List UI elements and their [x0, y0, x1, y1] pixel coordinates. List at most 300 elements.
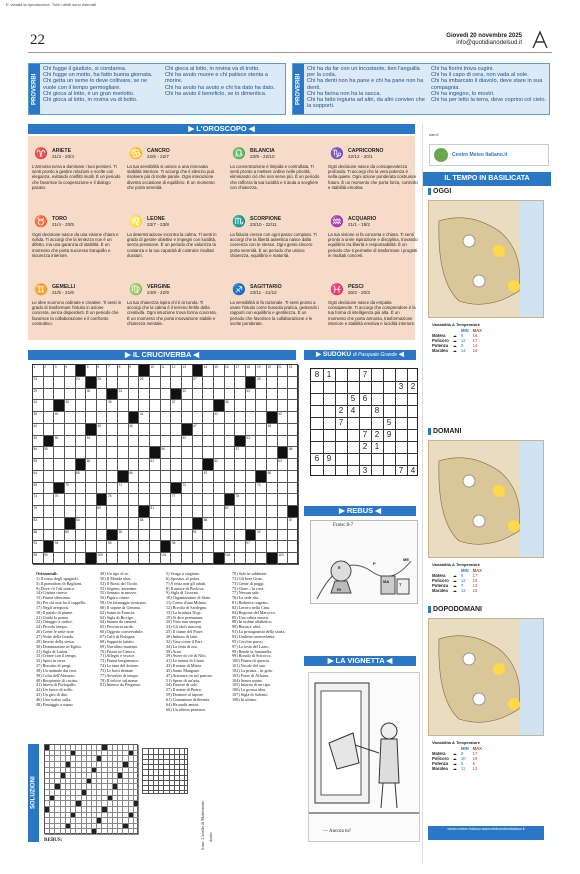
- crossword-cell[interactable]: [107, 447, 118, 459]
- crossword-cell[interactable]: [54, 459, 65, 471]
- crossword-cell[interactable]: [97, 471, 108, 483]
- crossword-cell[interactable]: [65, 530, 76, 542]
- sudoku-grid[interactable]: [310, 368, 418, 476]
- crossword-cell[interactable]: [161, 400, 172, 412]
- crossword-cell[interactable]: [246, 518, 257, 530]
- crossword-cell[interactable]: [203, 424, 214, 436]
- crossword-cell[interactable]: [76, 412, 87, 424]
- crossword-cell[interactable]: [288, 494, 299, 506]
- crossword-cell[interactable]: [214, 506, 225, 518]
- crossword-cell[interactable]: [86, 447, 97, 459]
- crossword-cell[interactable]: [139, 412, 150, 424]
- crossword-cell[interactable]: [171, 471, 182, 483]
- crossword-cell[interactable]: [139, 424, 150, 436]
- crossword-cell[interactable]: [129, 506, 140, 518]
- crossword-cell[interactable]: [288, 436, 299, 448]
- crossword-cell[interactable]: [54, 447, 65, 459]
- crossword-cell[interactable]: [129, 365, 140, 377]
- crossword-cell[interactable]: [193, 412, 204, 424]
- crossword-cell[interactable]: [129, 553, 140, 565]
- crossword-cell[interactable]: [182, 377, 193, 389]
- crossword-grid[interactable]: [32, 364, 298, 564]
- crossword-cell[interactable]: [33, 424, 44, 436]
- crossword-cell[interactable]: [225, 506, 236, 518]
- crossword-cell[interactable]: [214, 459, 225, 471]
- crossword-cell[interactable]: [203, 436, 214, 448]
- crossword-cell[interactable]: [97, 412, 108, 424]
- crossword-cell[interactable]: [54, 412, 65, 424]
- crossword-cell[interactable]: [54, 471, 65, 483]
- crossword-cell[interactable]: [129, 483, 140, 495]
- crossword-cell[interactable]: [65, 436, 76, 448]
- crossword-cell[interactable]: [76, 400, 87, 412]
- crossword-cell[interactable]: [139, 400, 150, 412]
- crossword-cell[interactable]: [256, 553, 267, 565]
- crossword-cell[interactable]: [225, 459, 236, 471]
- crossword-cell[interactable]: [161, 530, 172, 542]
- crossword-cell[interactable]: [267, 436, 278, 448]
- crossword-cell[interactable]: [225, 541, 236, 553]
- crossword-cell[interactable]: [267, 459, 278, 471]
- crossword-cell[interactable]: [150, 483, 161, 495]
- crossword-cell[interactable]: [214, 365, 225, 377]
- crossword-cell[interactable]: [182, 436, 193, 448]
- crossword-cell[interactable]: [86, 459, 97, 471]
- crossword-cell[interactable]: [33, 400, 44, 412]
- crossword-cell[interactable]: [65, 471, 76, 483]
- crossword-cell[interactable]: [118, 506, 129, 518]
- crossword-cell[interactable]: [54, 553, 65, 565]
- crossword-cell[interactable]: [150, 494, 161, 506]
- crossword-cell[interactable]: [139, 494, 150, 506]
- crossword-cell[interactable]: [171, 530, 182, 542]
- crossword-cell[interactable]: [107, 377, 118, 389]
- crossword-cell[interactable]: [203, 530, 214, 542]
- crossword-cell[interactable]: [203, 447, 214, 459]
- crossword-cell[interactable]: [118, 447, 129, 459]
- crossword-cell[interactable]: [76, 389, 87, 401]
- crossword-cell[interactable]: [44, 424, 55, 436]
- crossword-cell[interactable]: [161, 471, 172, 483]
- crossword-cell[interactable]: [256, 483, 267, 495]
- crossword-cell[interactable]: [235, 494, 246, 506]
- crossword-cell[interactable]: [182, 553, 193, 565]
- crossword-cell[interactable]: [44, 400, 55, 412]
- crossword-cell[interactable]: [235, 447, 246, 459]
- crossword-cell[interactable]: [225, 389, 236, 401]
- crossword-cell[interactable]: [193, 541, 204, 553]
- crossword-cell[interactable]: [129, 459, 140, 471]
- crossword-cell[interactable]: [76, 506, 87, 518]
- crossword-cell[interactable]: [118, 483, 129, 495]
- crossword-cell[interactable]: [161, 483, 172, 495]
- crossword-cell[interactable]: [267, 424, 278, 436]
- crossword-cell[interactable]: [118, 553, 129, 565]
- crossword-cell[interactable]: [267, 471, 278, 483]
- crossword-cell[interactable]: [76, 518, 87, 530]
- crossword-cell[interactable]: [54, 518, 65, 530]
- crossword-cell[interactable]: [193, 400, 204, 412]
- crossword-cell[interactable]: [161, 494, 172, 506]
- crossword-cell[interactable]: [76, 377, 87, 389]
- crossword-cell[interactable]: [54, 530, 65, 542]
- crossword-cell[interactable]: [107, 553, 118, 565]
- crossword-cell[interactable]: [161, 377, 172, 389]
- crossword-cell[interactable]: [97, 377, 108, 389]
- crossword-cell[interactable]: [214, 541, 225, 553]
- crossword-cell[interactable]: [118, 412, 129, 424]
- crossword-cell[interactable]: [203, 365, 214, 377]
- crossword-cell[interactable]: [76, 553, 87, 565]
- crossword-cell[interactable]: [33, 541, 44, 553]
- crossword-cell[interactable]: [97, 424, 108, 436]
- crossword-cell[interactable]: [44, 459, 55, 471]
- crossword-cell[interactable]: [193, 506, 204, 518]
- crossword-cell[interactable]: [44, 518, 55, 530]
- crossword-cell[interactable]: [139, 530, 150, 542]
- crossword-cell[interactable]: [214, 412, 225, 424]
- crossword-cell[interactable]: [33, 447, 44, 459]
- crossword-cell[interactable]: [65, 553, 76, 565]
- crossword-cell[interactable]: [288, 400, 299, 412]
- crossword-cell[interactable]: [203, 412, 214, 424]
- crossword-cell[interactable]: [288, 424, 299, 436]
- crossword-cell[interactable]: [33, 483, 44, 495]
- crossword-cell[interactable]: [214, 494, 225, 506]
- crossword-cell[interactable]: [267, 494, 278, 506]
- crossword-cell[interactable]: [76, 494, 87, 506]
- crossword-cell[interactable]: [225, 471, 236, 483]
- crossword-cell[interactable]: [150, 553, 161, 565]
- crossword-cell[interactable]: [54, 541, 65, 553]
- crossword-cell[interactable]: [65, 400, 76, 412]
- crossword-cell[interactable]: [225, 553, 236, 565]
- crossword-cell[interactable]: [288, 447, 299, 459]
- crossword-cell[interactable]: [214, 389, 225, 401]
- crossword-cell[interactable]: [129, 424, 140, 436]
- crossword-cell[interactable]: [225, 365, 236, 377]
- crossword-cell[interactable]: [182, 518, 193, 530]
- crossword-cell[interactable]: [235, 389, 246, 401]
- crossword-cell[interactable]: [235, 459, 246, 471]
- crossword-cell[interactable]: [97, 518, 108, 530]
- crossword-cell[interactable]: [171, 494, 182, 506]
- crossword-cell[interactable]: [107, 541, 118, 553]
- crossword-cell[interactable]: [139, 518, 150, 530]
- crossword-cell[interactable]: [288, 541, 299, 553]
- crossword-cell[interactable]: [129, 389, 140, 401]
- crossword-cell[interactable]: [139, 471, 150, 483]
- crossword-cell[interactable]: [246, 400, 257, 412]
- crossword-cell[interactable]: [118, 389, 129, 401]
- crossword-cell[interactable]: [76, 471, 87, 483]
- crossword-cell[interactable]: [203, 483, 214, 495]
- crossword-cell[interactable]: [54, 424, 65, 436]
- crossword-cell[interactable]: [129, 541, 140, 553]
- crossword-cell[interactable]: [267, 447, 278, 459]
- crossword-cell[interactable]: [193, 389, 204, 401]
- crossword-cell[interactable]: [129, 471, 140, 483]
- crossword-cell[interactable]: [44, 483, 55, 495]
- crossword-cell[interactable]: [107, 365, 118, 377]
- crossword-cell[interactable]: [150, 541, 161, 553]
- crossword-cell[interactable]: [44, 447, 55, 459]
- crossword-cell[interactable]: [278, 541, 289, 553]
- crossword-cell[interactable]: [203, 541, 214, 553]
- crossword-cell[interactable]: [150, 436, 161, 448]
- crossword-cell[interactable]: [107, 412, 118, 424]
- crossword-cell[interactable]: [235, 412, 246, 424]
- crossword-cell[interactable]: [278, 506, 289, 518]
- crossword-cell[interactable]: [246, 447, 257, 459]
- crossword-cell[interactable]: [107, 459, 118, 471]
- crossword-cell[interactable]: [129, 494, 140, 506]
- crossword-cell[interactable]: [161, 412, 172, 424]
- crossword-cell[interactable]: [65, 412, 76, 424]
- crossword-cell[interactable]: [288, 459, 299, 471]
- crossword-cell[interactable]: [278, 553, 289, 565]
- crossword-cell[interactable]: [278, 518, 289, 530]
- crossword-cell[interactable]: [182, 483, 193, 495]
- crossword-cell[interactable]: [246, 365, 257, 377]
- crossword-cell[interactable]: [278, 400, 289, 412]
- crossword-cell[interactable]: [182, 400, 193, 412]
- crossword-cell[interactable]: [118, 365, 132, 377]
- crossword-cell[interactable]: [65, 447, 76, 459]
- crossword-cell[interactable]: [267, 541, 278, 553]
- crossword-cell[interactable]: [97, 506, 108, 518]
- crossword-cell[interactable]: [97, 541, 108, 553]
- crossword-cell[interactable]: [33, 553, 44, 565]
- crossword-cell[interactable]: [182, 447, 193, 459]
- crossword-cell[interactable]: [182, 494, 193, 506]
- crossword-cell[interactable]: [129, 447, 140, 459]
- crossword-cell[interactable]: [256, 530, 267, 542]
- crossword-cell[interactable]: [225, 447, 236, 459]
- crossword-cell[interactable]: [256, 424, 267, 436]
- crossword-cell[interactable]: [150, 377, 161, 389]
- crossword-cell[interactable]: [235, 471, 246, 483]
- crossword-cell[interactable]: [225, 483, 236, 495]
- crossword-cell[interactable]: [278, 530, 289, 542]
- crossword-cell[interactable]: [171, 447, 182, 459]
- crossword-cell[interactable]: [97, 389, 108, 401]
- crossword-cell[interactable]: [97, 365, 108, 377]
- crossword-cell[interactable]: [225, 518, 236, 530]
- crossword-cell[interactable]: [65, 494, 76, 506]
- crossword-cell[interactable]: [171, 436, 182, 448]
- crossword-cell[interactable]: [139, 377, 150, 389]
- crossword-cell[interactable]: [161, 506, 172, 518]
- crossword-cell[interactable]: [182, 365, 193, 377]
- crossword-cell[interactable]: [256, 377, 267, 389]
- crossword-cell[interactable]: [246, 494, 257, 506]
- crossword-cell[interactable]: [150, 530, 161, 542]
- crossword-cell[interactable]: [129, 436, 140, 448]
- crossword-cell[interactable]: [171, 424, 182, 436]
- crossword-cell[interactable]: [203, 553, 214, 565]
- crossword-cell[interactable]: [288, 553, 299, 565]
- crossword-cell[interactable]: [278, 424, 289, 436]
- crossword-cell[interactable]: [267, 389, 278, 401]
- crossword-cell[interactable]: [278, 377, 289, 389]
- crossword-cell[interactable]: [150, 471, 161, 483]
- crossword-cell[interactable]: [256, 389, 267, 401]
- crossword-cell[interactable]: [256, 412, 267, 424]
- crossword-cell[interactable]: [278, 389, 289, 401]
- crossword-cell[interactable]: [246, 483, 257, 495]
- crossword-cell[interactable]: [235, 553, 246, 565]
- crossword-cell[interactable]: [214, 471, 225, 483]
- crossword-cell[interactable]: [161, 518, 172, 530]
- crossword-cell[interactable]: [139, 483, 150, 495]
- crossword-cell[interactable]: [33, 518, 44, 530]
- crossword-cell[interactable]: [33, 471, 44, 483]
- crossword-cell[interactable]: [76, 447, 87, 459]
- crossword-cell[interactable]: [171, 459, 182, 471]
- crossword-cell[interactable]: [246, 506, 257, 518]
- crossword-cell[interactable]: [288, 471, 299, 483]
- crossword-cell[interactable]: [171, 412, 182, 424]
- crossword-cell[interactable]: [182, 471, 193, 483]
- crossword-cell[interactable]: [107, 483, 118, 495]
- crossword-cell[interactable]: [118, 436, 129, 448]
- crossword-cell[interactable]: [171, 518, 182, 530]
- crossword-cell[interactable]: [76, 541, 87, 553]
- crossword-cell[interactable]: [97, 436, 108, 448]
- crossword-cell[interactable]: [150, 459, 161, 471]
- crossword-cell[interactable]: [44, 530, 55, 542]
- crossword-cell[interactable]: [235, 530, 246, 542]
- crossword-cell[interactable]: [171, 400, 182, 412]
- crossword-cell[interactable]: [33, 530, 44, 542]
- crossword-cell[interactable]: [150, 506, 161, 518]
- crossword-cell[interactable]: [76, 530, 87, 542]
- crossword-cell[interactable]: [267, 377, 278, 389]
- crossword-cell[interactable]: [193, 447, 204, 459]
- crossword-cell[interactable]: [33, 365, 44, 377]
- crossword-cell[interactable]: [267, 483, 278, 495]
- crossword-cell[interactable]: [267, 530, 278, 542]
- crossword-cell[interactable]: [161, 436, 172, 448]
- crossword-cell[interactable]: [161, 389, 172, 401]
- crossword-cell[interactable]: [107, 471, 118, 483]
- crossword-cell[interactable]: [278, 494, 289, 506]
- crossword-cell[interactable]: [118, 494, 129, 506]
- crossword-cell[interactable]: [171, 506, 182, 518]
- crossword-cell[interactable]: [161, 459, 172, 471]
- crossword-cell[interactable]: [76, 483, 87, 495]
- crossword-cell[interactable]: [129, 377, 140, 389]
- crossword-cell[interactable]: [65, 483, 76, 495]
- crossword-cell[interactable]: [256, 459, 267, 471]
- crossword-cell[interactable]: [193, 483, 204, 495]
- crossword-cell[interactable]: [107, 436, 118, 448]
- crossword-cell[interactable]: [86, 365, 100, 377]
- crossword-cell[interactable]: [235, 400, 246, 412]
- crossword-cell[interactable]: [33, 389, 44, 401]
- crossword-cell[interactable]: [44, 377, 55, 389]
- crossword-cell[interactable]: [150, 424, 161, 436]
- crossword-cell[interactable]: [86, 506, 97, 518]
- crossword-cell[interactable]: [44, 553, 55, 565]
- crossword-cell[interactable]: [33, 459, 44, 471]
- crossword-cell[interactable]: [193, 471, 204, 483]
- crossword-cell[interactable]: [171, 541, 182, 553]
- crossword-cell[interactable]: [278, 436, 289, 448]
- crossword-cell[interactable]: [86, 400, 97, 412]
- crossword-cell[interactable]: [161, 365, 172, 377]
- crossword-cell[interactable]: [107, 518, 118, 530]
- crossword-cell[interactable]: [65, 365, 76, 377]
- crossword-cell[interactable]: [182, 530, 193, 542]
- crossword-cell[interactable]: [256, 506, 267, 518]
- crossword-cell[interactable]: [267, 400, 278, 412]
- crossword-cell[interactable]: [150, 412, 161, 424]
- crossword-cell[interactable]: [150, 365, 161, 377]
- crossword-cell[interactable]: [65, 541, 76, 553]
- crossword-cell[interactable]: [161, 424, 172, 436]
- crossword-cell[interactable]: [150, 389, 161, 401]
- crossword-cell[interactable]: [256, 447, 267, 459]
- crossword-cell[interactable]: [214, 436, 225, 448]
- crossword-cell[interactable]: [118, 377, 129, 389]
- crossword-cell[interactable]: [182, 506, 193, 518]
- crossword-cell[interactable]: [118, 530, 129, 542]
- crossword-cell[interactable]: [86, 518, 97, 530]
- crossword-cell[interactable]: [54, 494, 65, 506]
- crossword-cell[interactable]: [182, 412, 193, 424]
- crossword-cell[interactable]: [246, 459, 257, 471]
- crossword-cell[interactable]: [161, 447, 172, 459]
- crossword-cell[interactable]: [288, 365, 299, 377]
- crossword-cell[interactable]: [214, 424, 225, 436]
- crossword-cell[interactable]: [33, 506, 44, 518]
- crossword-cell[interactable]: [214, 483, 225, 495]
- crossword-cell[interactable]: [203, 400, 214, 412]
- crossword-cell[interactable]: [267, 506, 278, 518]
- crossword-cell[interactable]: [171, 553, 182, 565]
- crossword-cell[interactable]: [246, 389, 257, 401]
- crossword-cell[interactable]: [97, 459, 108, 471]
- crossword-cell[interactable]: [44, 412, 55, 424]
- crossword-cell[interactable]: [139, 541, 150, 553]
- crossword-cell[interactable]: [267, 365, 278, 377]
- crossword-cell[interactable]: [171, 377, 182, 389]
- crossword-cell[interactable]: [118, 541, 129, 553]
- crossword-cell[interactable]: [76, 436, 87, 448]
- crossword-cell[interactable]: [256, 365, 267, 377]
- crossword-cell[interactable]: [86, 494, 97, 506]
- crossword-cell[interactable]: [97, 530, 108, 542]
- crossword-cell[interactable]: [150, 518, 161, 530]
- crossword-cell[interactable]: [44, 365, 55, 377]
- crossword-cell[interactable]: [214, 530, 225, 542]
- crossword-cell[interactable]: [44, 506, 55, 518]
- crossword-cell[interactable]: [54, 389, 65, 401]
- crossword-cell[interactable]: [225, 412, 236, 424]
- crossword-cell[interactable]: [182, 389, 193, 401]
- crossword-cell[interactable]: [288, 483, 299, 495]
- crossword-cell[interactable]: [129, 400, 140, 412]
- crossword-cell[interactable]: [193, 436, 204, 448]
- crossword-cell[interactable]: [235, 506, 246, 518]
- crossword-cell[interactable]: [193, 530, 204, 542]
- crossword-cell[interactable]: [44, 494, 55, 506]
- crossword-cell[interactable]: [278, 365, 289, 377]
- crossword-cell[interactable]: [118, 400, 129, 412]
- crossword-cell[interactable]: [235, 377, 246, 389]
